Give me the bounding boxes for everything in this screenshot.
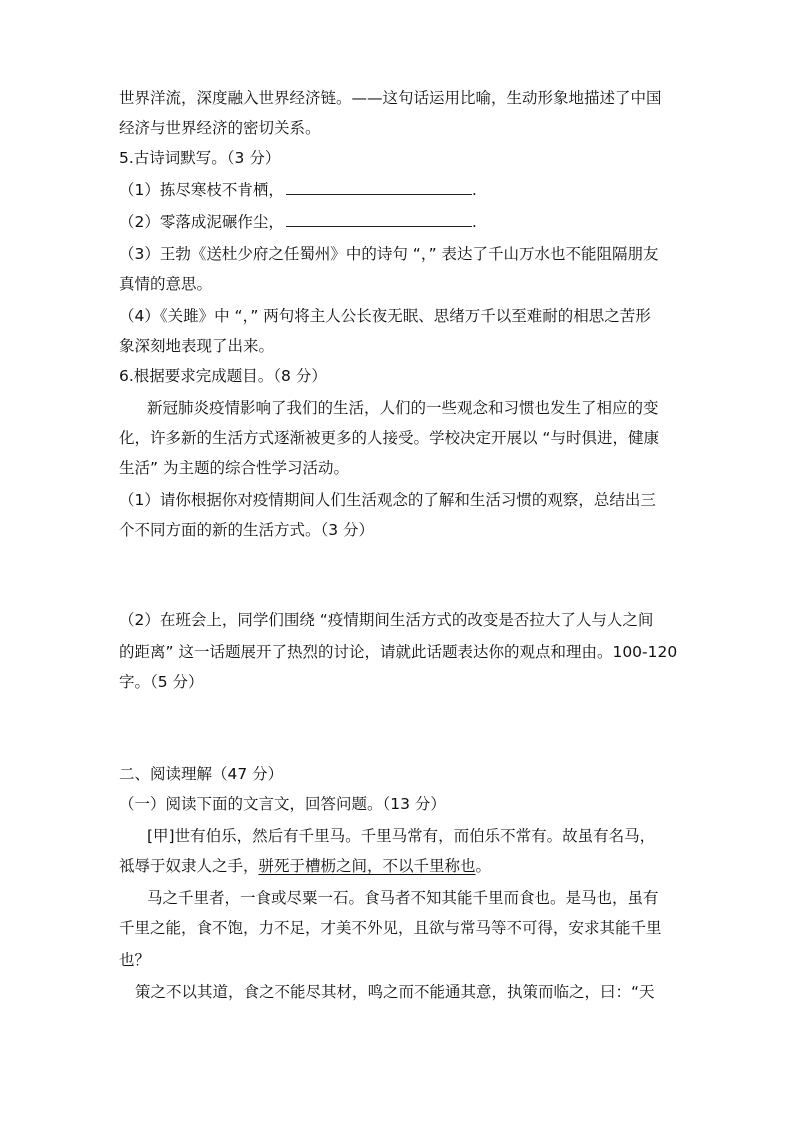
text-line: 化，许多新的生活方式逐渐被更多的人接受。学校决定开展以 “与时俱进，健康 — [119, 429, 659, 447]
text-line: 生活” 为主题的综合性学习活动。 — [119, 459, 349, 477]
question-heading: 5.古诗词默写。（3 分） — [119, 149, 281, 167]
text-line: （3）王勃《送杜少府之任蜀州》中的诗句 “，” 表达了千山万水也不能阻隔朋友 — [119, 245, 659, 263]
question-text: . — [471, 213, 477, 231]
question-text: （1）拣尽寒枝不肯栖， — [119, 181, 284, 199]
question-text: . — [471, 181, 477, 199]
text-line: 的距离” 这一话题展开了热烈的讨论，请就此话题表达你的观点和理由。100-120 — [119, 643, 678, 661]
text-segment: 祗辱于奴隶人之手， — [119, 857, 259, 875]
text-line: 马之千里者，一食或尽粟一石。食马者不知其能千里而食也。是马也，虽有 — [147, 889, 659, 907]
text-segment: 。 — [475, 857, 492, 875]
question-text: （2）零落成泥碾作尘， — [119, 213, 284, 231]
text-line: （2）在班会上，同学们围绕 “疫情期间生活方式的改变是否拉大了人与人之间 — [119, 611, 654, 629]
answer-blank[interactable] — [286, 212, 472, 227]
question-item — [119, 180, 477, 200]
text-line: 世界洋流，深度融入世界经济链。——这句话运用比喻，生动形象地描述了中国 — [119, 89, 662, 107]
text-line: 策之不以其道，食之不能尽其材，鸣之而不能通其意，执策而临之，曰：“天 — [135, 983, 655, 1001]
text-line: 也？ — [119, 951, 151, 969]
text-line: [甲]世有伯乐，然后有千里马。千里马常有，而伯乐不常有。故虽有名马， — [147, 827, 656, 845]
text-line — [119, 856, 491, 876]
question-heading: 6.根据要求完成题目。（8 分） — [119, 367, 327, 385]
text-line: 经济与世界经济的密切关系。 — [119, 119, 321, 137]
text-line: 字。（5 分） — [119, 673, 204, 691]
text-line: 个不同方面的新的生活方式。（3 分） — [119, 521, 375, 539]
text-line: 千里之能，食不饱，力不足，才美不外见，且欲与常马等不可得，安求其能千里 — [119, 919, 662, 937]
text-line: 新冠肺炎疫情影响了我们的生活，人们的一些观念和习惯也发生了相应的变 — [147, 399, 659, 417]
subsection-heading: （一）阅读下面的文言文，回答问题。（13 分） — [119, 795, 446, 813]
underlined-sentence: 骈死于槽枥之间，不以千里称也 — [258, 857, 476, 875]
text-line: 真情的意思。 — [119, 275, 213, 293]
text-line: 象深刻地表现了出来。 — [119, 337, 275, 355]
text-line: （1）请你根据你对疫情期间人们生活观念的了解和生活习惯的观察，总结出三 — [119, 491, 656, 509]
section-heading: 二、阅读理解（47 分） — [119, 765, 284, 783]
answer-blank[interactable] — [286, 180, 472, 195]
question-item — [119, 212, 477, 232]
text-line: （4）《关雎》中 “，” 两句将主人公长夜无眠、思绪万千以至难耐的相思之苦形 — [119, 307, 651, 325]
